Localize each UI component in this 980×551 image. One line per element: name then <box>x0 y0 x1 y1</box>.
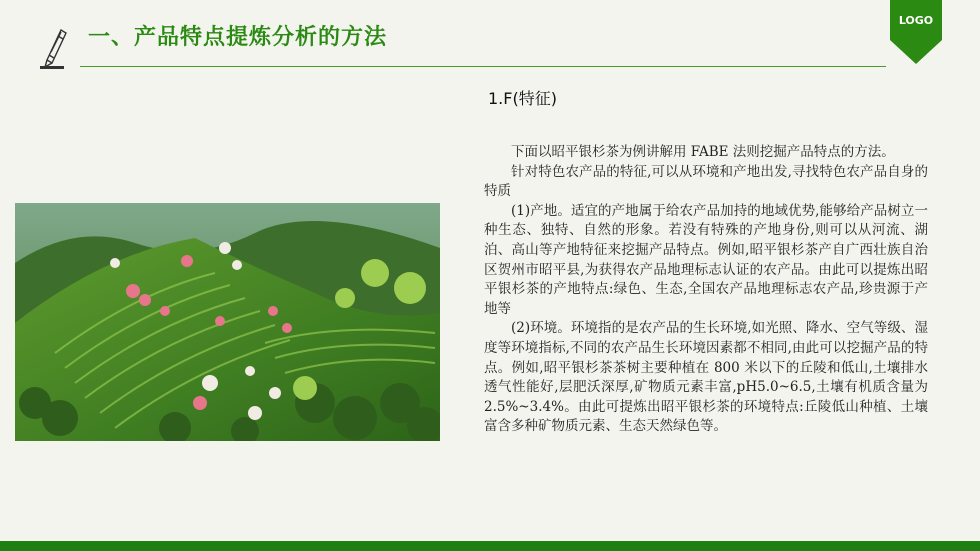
footer-bar <box>0 541 980 551</box>
body-text <box>484 143 928 437</box>
logo: LOGO <box>898 14 934 27</box>
tea-plantation-image <box>15 203 440 441</box>
pencil-icon <box>38 24 68 70</box>
logo-badge <box>890 0 942 64</box>
feature-paragraph: 针对特色农产品的特征,可以从环境和产地出发,寻找特色农产品自身的特质 <box>484 163 928 200</box>
section-subheading: 1.F(特征) <box>488 89 557 108</box>
intro-paragraph: 下面以昭平银杉茶为例讲解用 FABE 法则挖掘产品特点的方法。 <box>511 144 895 160</box>
title-divider <box>80 66 886 67</box>
environment-paragraph: (2)环境。环境指的是农产品的生长环境,如光照、降水、空气等级、湿度等环境指标,不同的农产品生长环境因素都不相同,由此可以挖掘产品的特点。例如,昭平银杉茶茶树主要种植在 800 米以下的丘陵和低山,土壤排水透气性能好,层肥沃深厚,矿物质元素丰富,pH5.0~6.5,土壤有机质含量为2.5%~3.4%。由此可提炼出昭平银杉茶的环境特点:丘陵低山种植、土壤富含多种矿物质元素、生态天然绿色等。 <box>484 320 928 435</box>
page-title: 一、产品特点提炼分析的方法 <box>88 25 388 50</box>
origin-paragraph: (1)产地。适宜的产地属于给农产品加持的地域优势,能够给产品树立一种生态、独特、自然的形象。若没有特殊的产地身份,则可以从河流、湖泊、高山等产地特征来挖掘产品特点。例如,昭平银杉茶产自广西壮族自治区贺州市昭平县,为获得农产品地理标志认证的农产品。由此可以提炼出昭平银杉茶的产地特点:绿色、生态,全国农产品地理标志农产品,珍贵源于产地等 <box>484 202 928 317</box>
